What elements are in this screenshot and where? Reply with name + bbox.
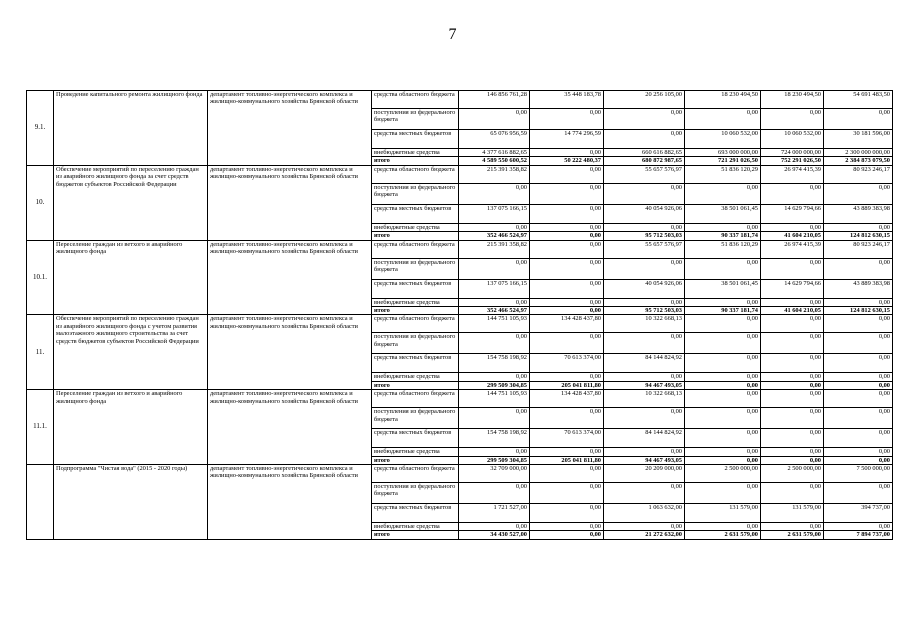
amount-cell: 0,00 bbox=[761, 258, 824, 279]
amount-cell: 0,00 bbox=[685, 315, 761, 333]
amount-cell: 43 889 383,98 bbox=[824, 204, 893, 223]
amount-cell: 0,00 bbox=[824, 381, 893, 389]
amount-cell: 38 501 061,45 bbox=[685, 204, 761, 223]
amount-cell: 0,00 bbox=[530, 149, 604, 157]
amount-cell: 0,00 bbox=[685, 258, 761, 279]
funding-source: поступления из федерального бюджета bbox=[372, 408, 459, 429]
amount-cell: 10 060 532,00 bbox=[685, 130, 761, 149]
amount-cell: 0,00 bbox=[824, 183, 893, 204]
amount-cell: 7 894 737,00 bbox=[824, 531, 893, 539]
amount-cell: 0,00 bbox=[459, 523, 530, 531]
amount-cell: 144 751 105,93 bbox=[459, 390, 530, 408]
amount-cell: 80 923 246,17 bbox=[824, 165, 893, 183]
table-body bbox=[27, 91, 893, 540]
amount-cell: 0,00 bbox=[604, 523, 685, 531]
funding-source: внебюджетные средства bbox=[372, 373, 459, 381]
amount-cell: 144 751 105,93 bbox=[459, 315, 530, 333]
amount-cell: 137 075 166,15 bbox=[459, 204, 530, 223]
amount-cell: 10 322 668,13 bbox=[604, 390, 685, 408]
amount-cell: 80 923 246,17 bbox=[824, 240, 893, 258]
table-row bbox=[27, 165, 893, 183]
amount-cell: 0,00 bbox=[761, 298, 824, 306]
amount-cell: 131 579,00 bbox=[685, 504, 761, 523]
executor: департамент топливно-энергетического комплекса и жилищно-коммунального хозяйства Брянской области bbox=[208, 240, 372, 315]
amount-cell: 0,00 bbox=[604, 130, 685, 149]
amount-cell: 0,00 bbox=[761, 390, 824, 408]
amount-cell: 70 613 374,00 bbox=[530, 354, 604, 373]
page-number: 7 bbox=[448, 26, 457, 43]
amount-cell: 0,00 bbox=[824, 456, 893, 464]
row-number bbox=[27, 465, 54, 540]
amount-cell: 40 054 926,06 bbox=[604, 279, 685, 298]
table-row bbox=[27, 390, 893, 408]
amount-cell: 51 836 120,29 bbox=[685, 165, 761, 183]
amount-cell: 2 300 000 000,00 bbox=[824, 149, 893, 157]
amount-cell: 721 291 026,50 bbox=[685, 157, 761, 165]
amount-cell: 20 256 105,00 bbox=[604, 91, 685, 109]
amount-cell: 4 589 550 600,52 bbox=[459, 157, 530, 165]
amount-cell: 0,00 bbox=[824, 429, 893, 448]
amount-cell: 0,00 bbox=[761, 109, 824, 130]
amount-cell: 0,00 bbox=[604, 223, 685, 231]
amount-cell: 0,00 bbox=[824, 354, 893, 373]
amount-cell: 0,00 bbox=[530, 298, 604, 306]
funding-source: внебюджетные средства bbox=[372, 298, 459, 306]
amount-cell: 0,00 bbox=[530, 258, 604, 279]
amount-cell: 146 856 761,28 bbox=[459, 91, 530, 109]
amount-cell: 2 384 873 079,50 bbox=[824, 157, 893, 165]
amount-cell: 10 322 668,13 bbox=[604, 315, 685, 333]
funding-source: средства областного бюджета bbox=[372, 165, 459, 183]
measure-name: Переселение граждан из ветхого и аварийного жилищного фонда bbox=[54, 240, 208, 315]
amount-cell: 95 712 503,03 bbox=[604, 232, 685, 240]
funding-source: средства местных бюджетов bbox=[372, 504, 459, 523]
amount-cell: 7 500 000,00 bbox=[824, 465, 893, 483]
amount-cell: 0,00 bbox=[824, 448, 893, 456]
amount-cell: 34 430 527,00 bbox=[459, 531, 530, 539]
amount-cell: 0,00 bbox=[761, 333, 824, 354]
row-number: 11.1. bbox=[27, 390, 54, 465]
executor: департамент топливно-энергетического комплекса и жилищно-коммунального хозяйства Брянской области bbox=[208, 315, 372, 390]
amount-cell: 55 657 576,97 bbox=[604, 165, 685, 183]
amount-cell: 41 604 210,05 bbox=[761, 232, 824, 240]
amount-cell: 394 737,00 bbox=[824, 504, 893, 523]
funding-source: итого bbox=[372, 307, 459, 315]
amount-cell: 0,00 bbox=[761, 523, 824, 531]
amount-cell: 0,00 bbox=[824, 109, 893, 130]
measure-name: Обеспечение мероприятий по переселению граждан из аварийного жилищного фонда за счет средств бюджетов субъектов Российской Федерации bbox=[54, 165, 208, 240]
amount-cell: 680 872 987,65 bbox=[604, 157, 685, 165]
amount-cell: 41 604 210,05 bbox=[761, 307, 824, 315]
amount-cell: 55 657 576,97 bbox=[604, 240, 685, 258]
amount-cell: 18 230 494,50 bbox=[685, 91, 761, 109]
amount-cell: 0,00 bbox=[824, 223, 893, 231]
executor: департамент топливно-энергетического комплекса и жилищно-коммунального хозяйства Брянской области bbox=[208, 465, 372, 540]
amount-cell: 0,00 bbox=[761, 183, 824, 204]
amount-cell: 90 337 181,74 bbox=[685, 232, 761, 240]
amount-cell: 0,00 bbox=[824, 258, 893, 279]
amount-cell: 0,00 bbox=[604, 408, 685, 429]
amount-cell: 0,00 bbox=[530, 204, 604, 223]
amount-cell: 134 428 437,80 bbox=[530, 315, 604, 333]
amount-cell: 0,00 bbox=[824, 408, 893, 429]
amount-cell: 54 691 483,50 bbox=[824, 91, 893, 109]
executor: департамент топливно-энергетического комплекса и жилищно-коммунального хозяйства Брянской области bbox=[208, 390, 372, 465]
amount-cell: 0,00 bbox=[685, 429, 761, 448]
amount-cell: 0,00 bbox=[761, 354, 824, 373]
amount-cell: 0,00 bbox=[824, 523, 893, 531]
amount-cell: 0,00 bbox=[685, 183, 761, 204]
row-number: 11. bbox=[27, 315, 54, 390]
amount-cell: 0,00 bbox=[530, 531, 604, 539]
amount-cell: 131 579,00 bbox=[761, 504, 824, 523]
row-number: 9.1. bbox=[27, 91, 54, 166]
funding-source: средства областного бюджета bbox=[372, 240, 459, 258]
amount-cell: 0,00 bbox=[459, 448, 530, 456]
funding-source: средства областного бюджета bbox=[372, 465, 459, 483]
amount-cell: 0,00 bbox=[604, 483, 685, 504]
amount-cell: 1 063 632,00 bbox=[604, 504, 685, 523]
amount-cell: 94 467 493,05 bbox=[604, 456, 685, 464]
amount-cell: 0,00 bbox=[530, 465, 604, 483]
amount-cell: 0,00 bbox=[604, 448, 685, 456]
amount-cell: 84 144 824,92 bbox=[604, 354, 685, 373]
amount-cell: 2 631 579,00 bbox=[685, 531, 761, 539]
amount-cell: 0,00 bbox=[685, 373, 761, 381]
amount-cell: 0,00 bbox=[459, 373, 530, 381]
amount-cell: 0,00 bbox=[530, 279, 604, 298]
measure-name: Обеспечение мероприятий по переселению граждан из аварийного жилищного фонда с учетом развития малоэтажного жилищного строительства за счет средств бюджетов субъектов Российской Федерации bbox=[54, 315, 208, 390]
amount-cell: 0,00 bbox=[685, 523, 761, 531]
amount-cell: 32 709 000,00 bbox=[459, 465, 530, 483]
table-row bbox=[27, 465, 893, 483]
row-number: 10. bbox=[27, 165, 54, 240]
amount-cell: 0,00 bbox=[761, 381, 824, 389]
amount-cell: 0,00 bbox=[824, 315, 893, 333]
amount-cell: 154 758 198,92 bbox=[459, 429, 530, 448]
executor: департамент топливно-энергетического комплекса и жилищно-коммунального хозяйства Брянской области bbox=[208, 91, 372, 166]
amount-cell: 0,00 bbox=[530, 223, 604, 231]
amount-cell: 0,00 bbox=[685, 408, 761, 429]
funding-source: итого bbox=[372, 232, 459, 240]
amount-cell: 35 448 183,78 bbox=[530, 91, 604, 109]
amount-cell: 0,00 bbox=[530, 408, 604, 429]
funding-source: внебюджетные средства bbox=[372, 223, 459, 231]
amount-cell: 0,00 bbox=[824, 483, 893, 504]
amount-cell: 94 467 493,05 bbox=[604, 381, 685, 389]
amount-cell: 205 041 811,80 bbox=[530, 381, 604, 389]
amount-cell: 0,00 bbox=[824, 390, 893, 408]
amount-cell: 0,00 bbox=[685, 109, 761, 130]
measure-name: Переселение граждан из ветхого и аварийного жилищного фонда bbox=[54, 390, 208, 465]
funding-source: внебюджетные средства bbox=[372, 149, 459, 157]
amount-cell: 0,00 bbox=[530, 109, 604, 130]
amount-cell: 0,00 bbox=[459, 298, 530, 306]
amount-cell: 154 758 198,92 bbox=[459, 354, 530, 373]
amount-cell: 0,00 bbox=[530, 165, 604, 183]
executor: департамент топливно-энергетического комплекса и жилищно-коммунального хозяйства Брянской области bbox=[208, 165, 372, 240]
amount-cell: 0,00 bbox=[530, 504, 604, 523]
amount-cell: 4 377 616 882,65 bbox=[459, 149, 530, 157]
amount-cell: 0,00 bbox=[685, 223, 761, 231]
amount-cell: 26 974 415,39 bbox=[761, 165, 824, 183]
amount-cell: 0,00 bbox=[604, 333, 685, 354]
amount-cell: 0,00 bbox=[604, 258, 685, 279]
amount-cell: 752 291 026,50 bbox=[761, 157, 824, 165]
table-row bbox=[27, 240, 893, 258]
amount-cell: 0,00 bbox=[604, 109, 685, 130]
amount-cell: 137 075 166,15 bbox=[459, 279, 530, 298]
amount-cell: 18 230 494,50 bbox=[761, 91, 824, 109]
funding-source: средства местных бюджетов bbox=[372, 354, 459, 373]
amount-cell: 0,00 bbox=[761, 223, 824, 231]
amount-cell: 0,00 bbox=[459, 333, 530, 354]
amount-cell: 0,00 bbox=[604, 373, 685, 381]
funding-source: средства местных бюджетов bbox=[372, 429, 459, 448]
amount-cell: 0,00 bbox=[459, 183, 530, 204]
funding-source: поступления из федерального бюджета bbox=[372, 258, 459, 279]
amount-cell: 40 054 926,06 bbox=[604, 204, 685, 223]
amount-cell: 2 631 579,00 bbox=[761, 531, 824, 539]
amount-cell: 0,00 bbox=[459, 483, 530, 504]
funding-source: средства местных бюджетов bbox=[372, 204, 459, 223]
amount-cell: 124 812 630,15 bbox=[824, 307, 893, 315]
funding-source: поступления из федерального бюджета bbox=[372, 333, 459, 354]
amount-cell: 0,00 bbox=[761, 373, 824, 381]
funding-source: средства местных бюджетов bbox=[372, 130, 459, 149]
amount-cell: 43 889 383,98 bbox=[824, 279, 893, 298]
amount-cell: 0,00 bbox=[530, 483, 604, 504]
amount-cell: 26 974 415,39 bbox=[761, 240, 824, 258]
amount-cell: 20 209 000,00 bbox=[604, 465, 685, 483]
amount-cell: 0,00 bbox=[685, 390, 761, 408]
funding-source: итого bbox=[372, 381, 459, 389]
amount-cell: 0,00 bbox=[459, 258, 530, 279]
amount-cell: 124 812 630,15 bbox=[824, 232, 893, 240]
amount-cell: 0,00 bbox=[604, 298, 685, 306]
amount-cell: 2 500 000,00 bbox=[685, 465, 761, 483]
amount-cell: 0,00 bbox=[824, 373, 893, 381]
amount-cell: 0,00 bbox=[685, 333, 761, 354]
amount-cell: 0,00 bbox=[685, 354, 761, 373]
table-row bbox=[27, 91, 893, 109]
amount-cell: 0,00 bbox=[530, 307, 604, 315]
amount-cell: 0,00 bbox=[761, 483, 824, 504]
amount-cell: 215 391 358,82 bbox=[459, 240, 530, 258]
amount-cell: 215 391 358,82 bbox=[459, 165, 530, 183]
amount-cell: 0,00 bbox=[685, 448, 761, 456]
amount-cell: 0,00 bbox=[824, 333, 893, 354]
amount-cell: 352 466 524,97 bbox=[459, 232, 530, 240]
amount-cell: 0,00 bbox=[824, 298, 893, 306]
funding-source: поступления из федерального бюджета bbox=[372, 183, 459, 204]
amount-cell: 0,00 bbox=[761, 408, 824, 429]
amount-cell: 30 181 596,00 bbox=[824, 130, 893, 149]
amount-cell: 0,00 bbox=[761, 429, 824, 448]
funding-source: внебюджетные средства bbox=[372, 448, 459, 456]
measure-name: Проведение капитального ремонта жилищного фонда bbox=[54, 91, 208, 166]
amount-cell: 724 000 000,00 bbox=[761, 149, 824, 157]
budget-table bbox=[26, 90, 893, 540]
amount-cell: 0,00 bbox=[530, 232, 604, 240]
amount-cell: 0,00 bbox=[530, 240, 604, 258]
amount-cell: 0,00 bbox=[685, 381, 761, 389]
amount-cell: 14 629 794,66 bbox=[761, 279, 824, 298]
funding-source: поступления из федерального бюджета bbox=[372, 483, 459, 504]
amount-cell: 50 222 480,37 bbox=[530, 157, 604, 165]
amount-cell: 299 509 304,85 bbox=[459, 456, 530, 464]
funding-source: итого bbox=[372, 456, 459, 464]
amount-cell: 2 500 000,00 bbox=[761, 465, 824, 483]
amount-cell: 0,00 bbox=[761, 456, 824, 464]
amount-cell: 0,00 bbox=[459, 109, 530, 130]
amount-cell: 0,00 bbox=[761, 315, 824, 333]
amount-cell: 51 836 120,29 bbox=[685, 240, 761, 258]
amount-cell: 0,00 bbox=[530, 373, 604, 381]
funding-source: поступления из федерального бюджета bbox=[372, 109, 459, 130]
amount-cell: 70 613 374,00 bbox=[530, 429, 604, 448]
funding-source: средства областного бюджета bbox=[372, 315, 459, 333]
amount-cell: 14 774 296,59 bbox=[530, 130, 604, 149]
amount-cell: 0,00 bbox=[685, 298, 761, 306]
amount-cell: 0,00 bbox=[530, 183, 604, 204]
amount-cell: 0,00 bbox=[459, 408, 530, 429]
amount-cell: 84 144 824,92 bbox=[604, 429, 685, 448]
amount-cell: 0,00 bbox=[459, 223, 530, 231]
amount-cell: 693 000 000,00 bbox=[685, 149, 761, 157]
amount-cell: 14 629 794,66 bbox=[761, 204, 824, 223]
amount-cell: 90 337 181,74 bbox=[685, 307, 761, 315]
amount-cell: 299 509 304,85 bbox=[459, 381, 530, 389]
amount-cell: 0,00 bbox=[604, 183, 685, 204]
amount-cell: 660 616 882,65 bbox=[604, 149, 685, 157]
amount-cell: 1 721 527,00 bbox=[459, 504, 530, 523]
amount-cell: 134 428 437,80 bbox=[530, 390, 604, 408]
amount-cell: 0,00 bbox=[761, 448, 824, 456]
row-number: 10.1. bbox=[27, 240, 54, 315]
amount-cell: 0,00 bbox=[685, 456, 761, 464]
amount-cell: 352 466 524,97 bbox=[459, 307, 530, 315]
funding-source: средства областного бюджета bbox=[372, 390, 459, 408]
amount-cell: 21 272 632,00 bbox=[604, 531, 685, 539]
funding-source: итого bbox=[372, 157, 459, 165]
amount-cell: 0,00 bbox=[530, 523, 604, 531]
measure-name: Подпрограмма "Чистая вода" (2015 - 2020 годы) bbox=[54, 465, 208, 540]
amount-cell: 0,00 bbox=[530, 448, 604, 456]
amount-cell: 205 041 811,80 bbox=[530, 456, 604, 464]
amount-cell: 65 076 956,59 bbox=[459, 130, 530, 149]
amount-cell: 38 501 061,45 bbox=[685, 279, 761, 298]
funding-source: итого bbox=[372, 531, 459, 539]
funding-source: средства областного бюджета bbox=[372, 91, 459, 109]
amount-cell: 0,00 bbox=[530, 333, 604, 354]
table-row bbox=[27, 315, 893, 333]
funding-source: внебюджетные средства bbox=[372, 523, 459, 531]
amount-cell: 10 060 532,00 bbox=[761, 130, 824, 149]
amount-cell: 95 712 503,03 bbox=[604, 307, 685, 315]
funding-source: средства местных бюджетов bbox=[372, 279, 459, 298]
amount-cell: 0,00 bbox=[685, 483, 761, 504]
